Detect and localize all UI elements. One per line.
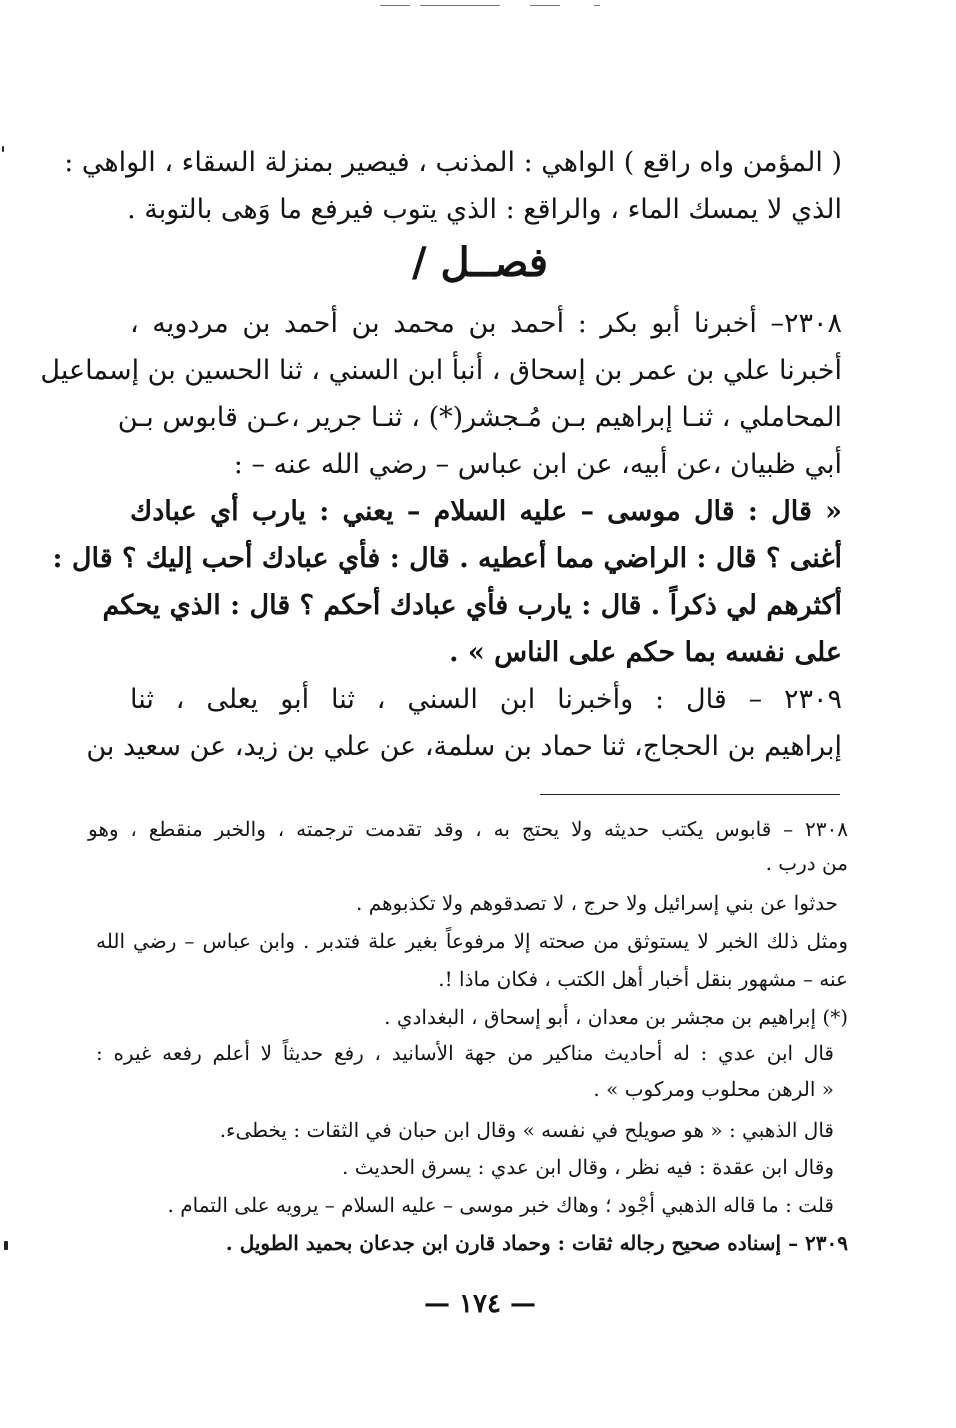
footnote-line-2: من درب . — [765, 851, 848, 875]
footnote-line-8: « الرهن محلوب ومركوب » . — [593, 1077, 834, 1101]
body-line-10: على نفسه بما حكم على الناس » . — [449, 637, 842, 668]
section-heading: فصــل / — [411, 239, 549, 286]
footnote-line-9: قال الذهبي : « هو صويلح في نفسه » وقال ابن حبان في الثقات : يخطىء. — [219, 1118, 834, 1142]
footnote-line-3: حدثوا عن بني إسرائيل ولا حرج ، لا تصدقوهم ولا تكذبوهم . — [355, 891, 838, 915]
body-line-11: ٢٣٠٩ – قال : وأخبرنا ابن السني ، ثنا أبو يعلى ، ثنا — [130, 684, 842, 715]
top-scan-marks — [380, 2, 600, 8]
body-line-4: أخبرنا علي بن عمر بن إسحاق ، أنبأ ابن السني ، ثنا الحسين بن إسماعيل — [40, 355, 842, 386]
footnote-line-5: عنه – مشهور بنقل أخبار أهل الكتب ، فكان ماذا !. — [438, 967, 848, 991]
footnote-line-10: وقال ابن عقدة : فيه نظر ، وقال ابن عدي : يسرق الحديث . — [342, 1155, 834, 1179]
body-line-7: « قال : قال موسى – عليه السلام – يعني : يارب أي عبادك — [130, 496, 842, 527]
footnote-line-6: (*) إبراهيم بن مجشر بن معدان ، أبو إسحاق ، البغدادي . — [384, 1005, 848, 1029]
footnote-line-11: قلت : ما قاله الذهبي أجْود ؛ وهاك خبر موسى – عليه السلام – يرويه على التمام . — [167, 1193, 834, 1217]
footnote-line-12: ٢٣٠٩ – إسناده صحيح رجاله ثقات : وحماد قارن ابن جدعان بحميد الطويل . — [225, 1231, 848, 1255]
scan-mark-right — [4, 1241, 8, 1250]
body-line-3: ٢٣٠٨– أخبرنا أبو بكر : أحمد بن محمد بن أحمد بن مردويه ، — [130, 308, 842, 339]
footnote-line-7: قال ابن عدي : له أحاديث مناكير من جهة الأسانيد ، رفع حديثاً لا أعلم رفعه غيره : — [96, 1041, 834, 1065]
footnote-line-1: ٢٣٠٨ – قابوس يكتب حديثه ولا يحتج به ، وقد تقدمت ترجمته ، والخبر منقطع ، وهو — [88, 817, 848, 841]
footnote-divider — [540, 794, 840, 795]
scan-mark-left — [2, 146, 4, 152]
body-line-8: أغنى ؟ قال : الراضي مما أعطيه . قال : فأي عبادك أحب إليك ؟ قال : — [52, 543, 842, 574]
body-line-2: الذي لا يمسك الماء ، والراقع : الذي يتوب فيرفع ما وَهى بالتوبة . — [127, 194, 842, 225]
page-number: — ١٧٤ — — [423, 1289, 537, 1319]
body-line-12: إبراهيم بن الحجاج، ثنا حماد بن سلمة، عن علي بن زيد، عن سعيد بن — [86, 731, 842, 762]
body-line-9: أكثرهم لي ذكراً . قال : يارب فأي عبادك أحكم ؟ قال : الذي يحكم — [102, 590, 842, 621]
footnote-line-4: ومثل ذلك الخبر لا يستوثق من صحته إلا مرفوعاً بغير علة فتدبر . وابن عباس – رضي الله — [96, 929, 848, 953]
body-line-6: أبي ظبيان ،عن أبيه، عن ابن عباس – رضي الله عنه – : — [233, 449, 842, 480]
body-line-1: ( المؤمن واه راقع ) الواهي : المذنب ، فيصير بمنزلة السقاء ، الواهي : — [64, 147, 842, 178]
body-line-5: المحاملي ، ثنـا إبراهيم بـن مُـجشر(*) ، ثنـا جرير ،عـن قابوس بـن — [117, 402, 842, 433]
